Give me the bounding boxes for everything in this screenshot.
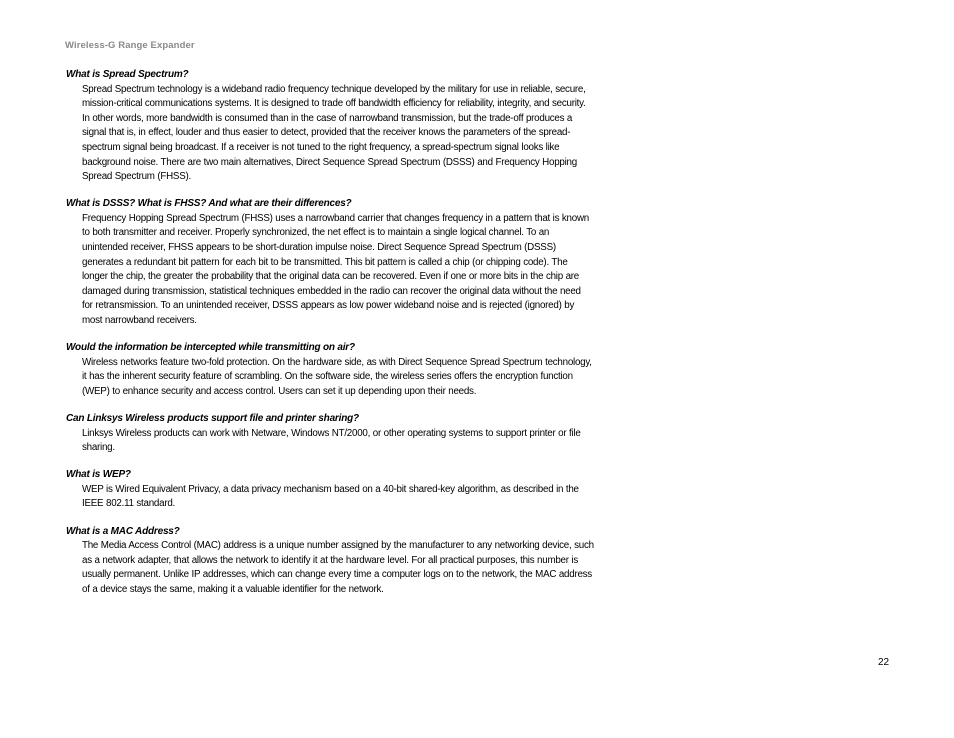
faq-answer: Frequency Hopping Spread Spectrum (FHSS) uses a narrowband carrier that changes frequency in a pattern that is known to both transmitter and receiver. Properly synchronized, the net effect is to maintain a single logical channel. To an unintended receiver, FHSS appears to be short-duration impulse noise. Direct Sequence Spread Spectrum (DSSS) generates a redundant bit pattern for each bit to be transmitted. This bit pattern is called a chip (or chipping code). The longer the chip, the greater the probability that the original data can be recovered. Even if one or more bits in the chip are damaged during transmission, statistical techniques embedded in the radio can recover the original data without the need for retransmission. To an unintended receiver, DSSS appears as low power wideband noise and is rejected (ignored) by most narrowband receivers. xyxy=(82,212,589,326)
faq-item-interception xyxy=(66,341,594,399)
faq-item-file-printer-sharing xyxy=(66,412,594,456)
faq-item-spread-spectrum xyxy=(66,68,594,185)
faq-answer: The Media Access Control (MAC) address is a unique number assigned by the manufacturer to any networking device, such as a network adapter, that allows the network to identify it at the hardware level. For all practical purposes, this number is usually permanent. Unlike IP addresses, which can change every time a computer logs on to the network, the MAC address of a device stays the same, making it a valuable identifier for the network. xyxy=(82,540,594,595)
faq-item-wep xyxy=(66,468,594,512)
faq-question: What is a MAC Address? xyxy=(66,525,180,537)
faq-answer: Spread Spectrum technology is a wideband radio frequency technique developed by the military for use in reliable, secure, mission-critical communications systems. It is designed to trade off bandwidth efficiency for reliability, integrity, and security. In other words, more bandwidth is consumed than in the case of narrowband transmission, but the trade-off produces a signal that is, in effect, louder and thus easier to detect, provided that the receiver knows the parameters of the spread-spectrum signal being broadcast. If a receiver is not tuned to the right frequency, a spread-spectrum signal looks like background noise. There are two main alternatives, Direct Sequence Spread Spectrum (DSSS) and Frequency Hopping Spread Spectrum (FHSS). xyxy=(82,83,586,183)
faq-question: What is DSSS? What is FHSS? And what are their differences? xyxy=(66,198,352,210)
faq-answer: Linksys Wireless products can work with Netware, Windows NT/2000, or other operating systems to support printer or file sharing. xyxy=(82,427,581,454)
faq-question: Can Linksys Wireless products support file and printer sharing? xyxy=(66,412,359,424)
faq-answer: Wireless networks feature two-fold protection. On the hardware side, as with Direct Sequence Spread Spectrum technology, it has the inherent security feature of scrambling. On the software side, the wireless series offers the encryption function (WEP) to enhance security and access control. Users can set it up depending upon their needs. xyxy=(82,356,592,397)
running-header: Wireless-G Range Expander xyxy=(65,40,195,51)
faq-answer: WEP is Wired Equivalent Privacy, a data privacy mechanism based on a 40-bit shared-key algorithm, as described in the IEEE 802.11 standard. xyxy=(82,483,579,510)
faq-question: What is Spread Spectrum? xyxy=(66,69,189,80)
faq-content xyxy=(66,68,594,610)
faq-item-mac-address xyxy=(66,525,594,598)
faq-question: What is WEP? xyxy=(66,469,131,481)
faq-item-dsss-fhss xyxy=(66,197,594,328)
faq-question: Would the information be intercepted while transmitting on air? xyxy=(66,342,355,354)
page-number: 22 xyxy=(878,657,890,668)
